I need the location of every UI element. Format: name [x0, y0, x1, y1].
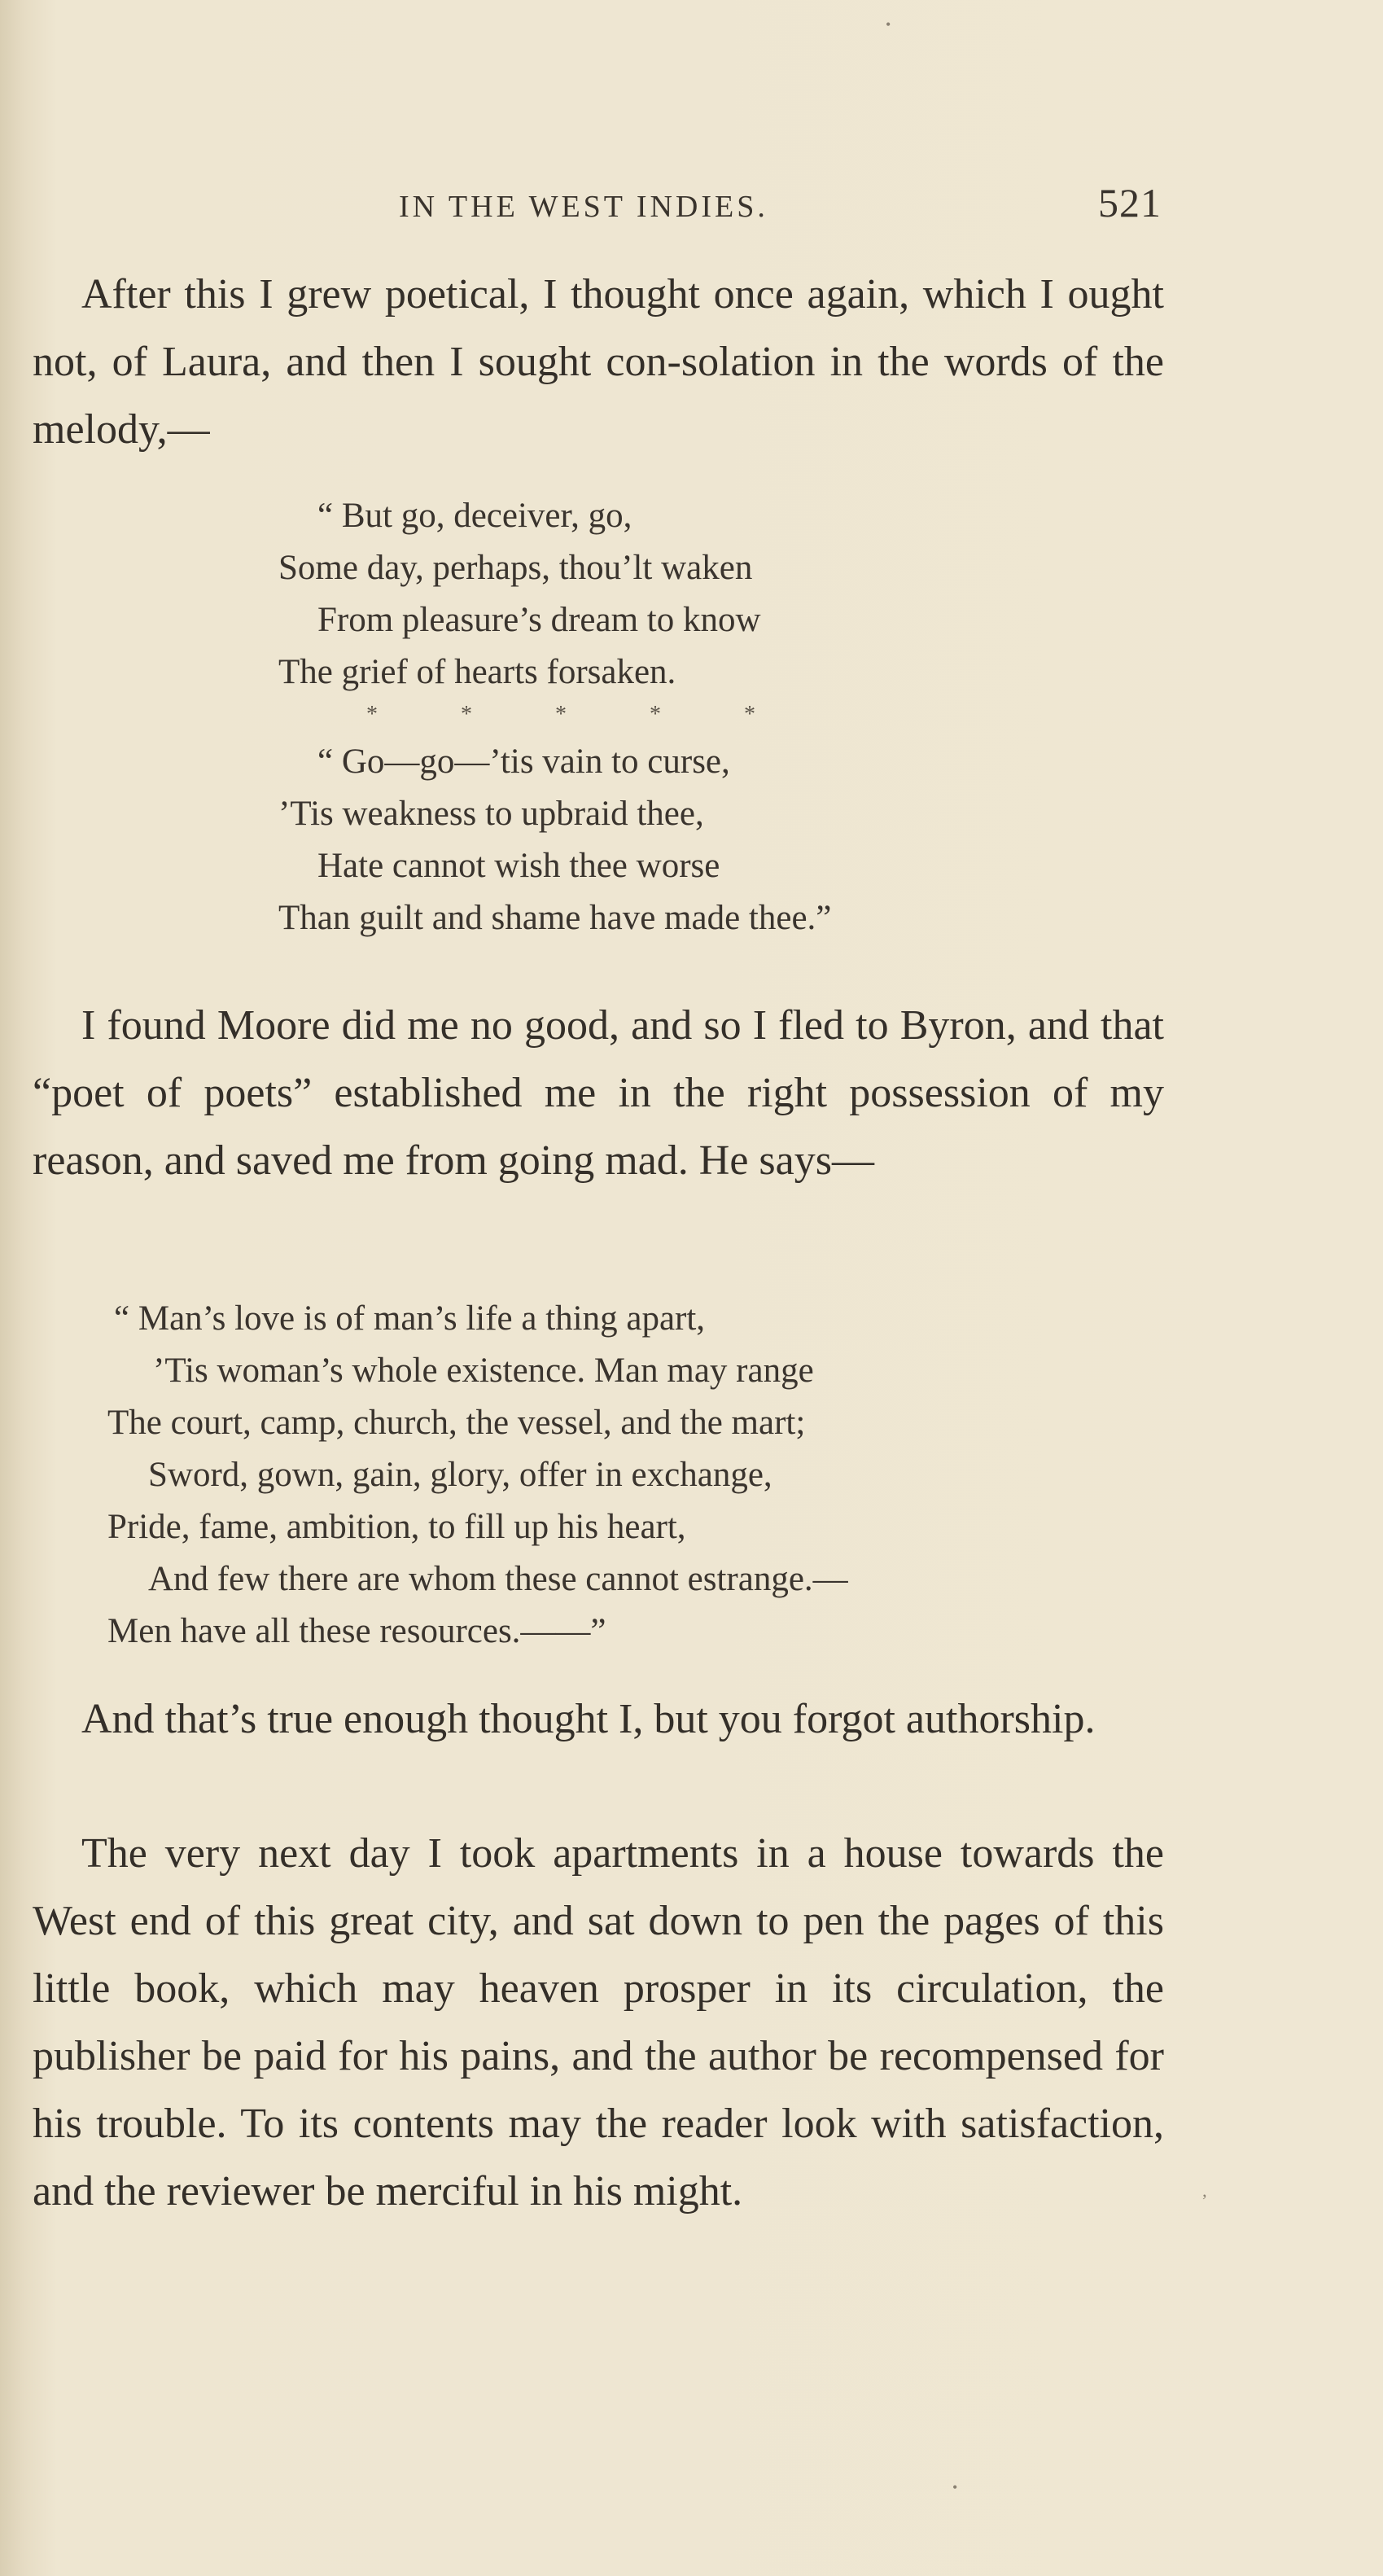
verse-line: Pride, fame, ambition, to fill up his heart,: [107, 1508, 686, 1546]
verse-line: “ Man’s love is of man’s life a thing apart,: [114, 1299, 706, 1338]
verse-line: “ Go—go—’tis vain to curse,: [317, 743, 730, 781]
verse-line: ’Tis weakness to upbraid thee,: [278, 795, 704, 833]
verse-line: Some day, perhaps, thou’lt waken: [278, 549, 753, 587]
paragraph-3-block: [33, 1685, 1164, 1753]
asterism-star: *: [555, 702, 567, 727]
verse-line: The court, camp, church, the vessel, and the mart;: [107, 1404, 806, 1442]
verse-line: ’Tis woman’s whole existence. Man may range: [153, 1352, 814, 1390]
page-header: [0, 179, 1383, 236]
asterism-star: *: [744, 702, 755, 727]
print-speck: •: [952, 2479, 958, 2495]
paragraph-4-block: [33, 1820, 1164, 2225]
print-speck: ’: [1201, 2190, 1208, 2210]
verse-line: And few there are whom these cannot estrange.—: [148, 1560, 848, 1598]
verse-line: Sword, gown, gain, glory, offer in exchange,: [148, 1456, 772, 1494]
verse-line: Than guilt and shame have made thee.”: [278, 899, 832, 937]
paragraph-2: I found Moore did me no good, and so I fled to Byron, and that “poet of poets” established me in the right possession of my reason, and saved me from going mad. He says—: [33, 1002, 1164, 1184]
running-head: IN THE WEST INDIES.: [399, 190, 768, 224]
verse-line: The grief of hearts forsaken.: [278, 653, 676, 691]
verse-byron: [107, 1293, 848, 1658]
paragraph-2-block: [33, 992, 1164, 1194]
verse-line: Men have all these resources.——”: [107, 1612, 606, 1650]
asterism-star: *: [366, 702, 378, 727]
paragraph-1: After this I grew poetical, I thought once again, which I ought not, of Laura, and then I sought con-solation in the words of the melody,—: [33, 271, 1164, 453]
verse-line: Hate cannot wish thee worse: [317, 847, 720, 885]
paragraph-1-block: [33, 261, 1164, 463]
asterism: [278, 699, 838, 731]
paragraph-3: And that’s true enough thought I, but you forgot authorship.: [81, 1696, 1096, 1742]
paragraph-4: The very next day I took apartments in a house towards the West end of this great city, and sat down to pen the pages of this little book, which may heaven prosper in its circulation, the publisher be paid for his pains, and the author be recompensed for his trouble. To its contents may the reader look with satisfaction, and the reviewer be merciful in his might.: [33, 1830, 1164, 2215]
verse-line: “ But go, deceiver, go,: [317, 497, 632, 535]
asterism-star: *: [650, 702, 661, 727]
asterism-star: *: [461, 702, 472, 727]
print-speck: •: [886, 16, 891, 33]
verse-line: From pleasure’s dream to know: [317, 601, 761, 639]
verse-moore: [278, 490, 838, 944]
page-number: 521: [1098, 180, 1162, 226]
